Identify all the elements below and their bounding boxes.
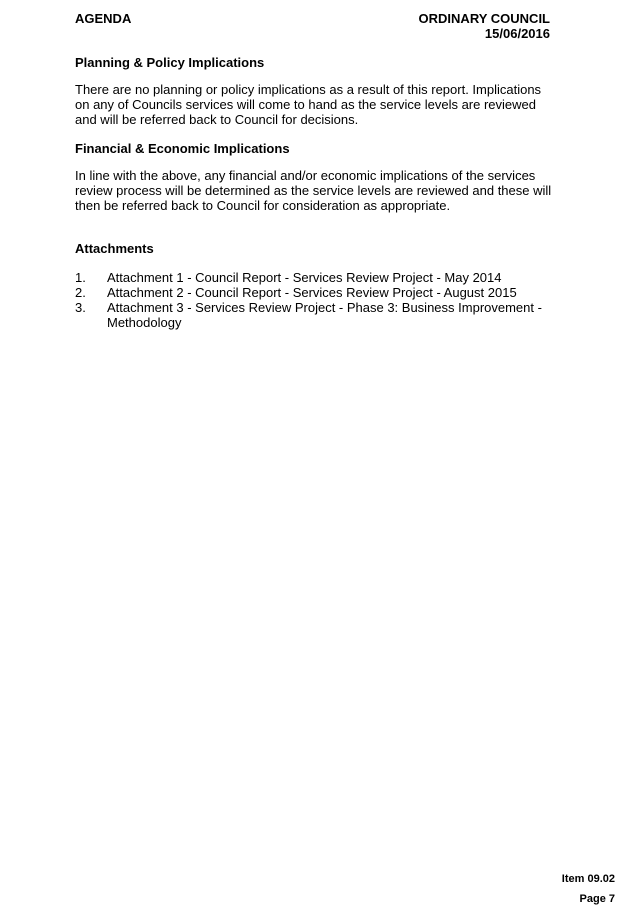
footer-page-number: Page 7 [579,893,615,905]
footer-item-number: Item 09.02 [561,873,615,885]
section-body-financial: In line with the above, any financial and/or economic implications of the services review process will be determined as the service levels are reviewed and these will then be referred back to Council for consideration as appropriate. [75,168,552,213]
attachment-item [75,270,553,285]
attachments-list [75,270,553,330]
header-meeting-date: 15/06/2016 [484,26,550,41]
header-agenda-label: AGENDA [75,11,132,26]
section-heading-financial: Financial & Economic Implications [75,141,290,156]
attachment-item [75,285,553,300]
attachment-number: 3. [75,300,86,315]
attachment-title: Attachment 1 - Council Report - Services Review Project - May 2014 [107,270,502,285]
section-body-planning: There are no planning or policy implications as a result of this report. Implications on any of Councils services will come to hand as the service levels are reviewed and will be referred back to Council for decisions. [75,82,542,127]
attachment-number: 2. [75,285,86,300]
attachment-title: Attachment 2 - Council Report - Services Review Project - August 2015 [107,285,517,300]
attachment-item [75,300,553,330]
attachment-number: 1. [75,270,86,285]
attachment-title: Attachment 3 - Services Review Project - Phase 3: Business Improvement - Methodology [107,300,542,330]
header-meeting-name: ORDINARY COUNCIL [418,11,550,26]
attachments-heading: Attachments [75,241,154,256]
section-heading-planning: Planning & Policy Implications [75,55,265,70]
document-body [75,55,553,330]
header-meeting-info [419,11,550,41]
